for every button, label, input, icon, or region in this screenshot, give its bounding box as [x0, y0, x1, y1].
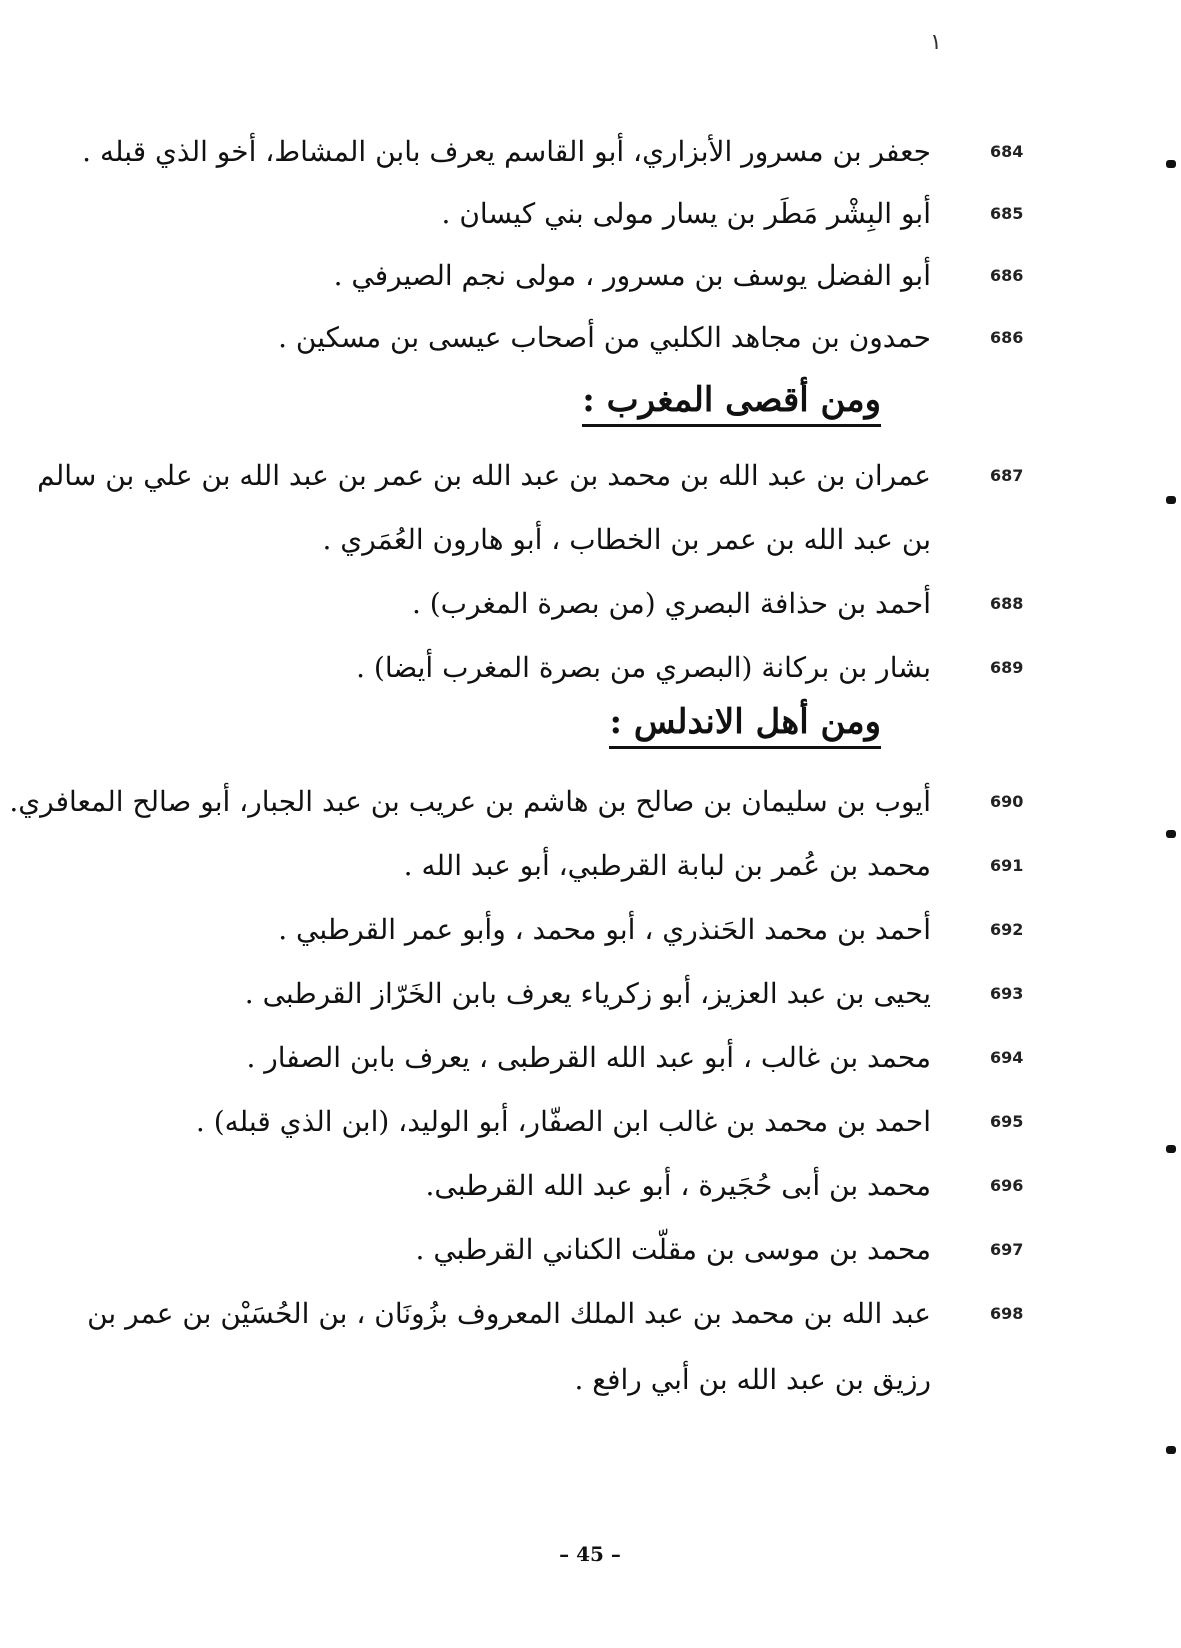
entry-text: أيوب بن سليمان بن صالح بن هاشم بن عريب بن عبد الجبار، أبو صالح المعافري. [9, 785, 931, 818]
section-heading-far-maghreb: ومن أقصى المغرب : [582, 378, 881, 427]
entry-row [0, 778, 1181, 838]
margin-mark [1166, 1145, 1176, 1153]
entry-row [0, 1162, 1181, 1222]
entry-row [0, 1290, 1181, 1350]
entry-text: بشار بن بركانة (البصري من بصرة المغرب أيضا) . [356, 651, 931, 684]
entry-row [0, 580, 1181, 640]
entry-text: حمدون بن مجاهد الكلبي من أصحاب عيسى بن مسكين . [278, 321, 931, 354]
entry-text: محمد بن موسى بن مقلّت الكناني القرطبي . [415, 1233, 931, 1266]
entry-number: 694 [990, 1048, 1024, 1067]
entry-number: 691 [990, 856, 1024, 875]
entry-text: عبد الله بن محمد بن عبد الملك المعروف بزُونَان ، بن الحُسَيْن بن عمر بن [87, 1297, 931, 1330]
entry-number: 686 [990, 266, 1024, 285]
entry-text: أبو البِشْر مَطَر بن يسار مولى بني كيسان . [441, 197, 931, 230]
margin-mark [1166, 1446, 1176, 1454]
entry-row [0, 252, 1181, 312]
corner-mark: ١ [930, 30, 942, 55]
entry-row [0, 644, 1181, 704]
entry-number: 685 [990, 204, 1024, 223]
margin-mark [1166, 830, 1176, 838]
continuation-text: رزيق بن عبد الله بن أبي رافع . [574, 1363, 931, 1396]
entry-number: 690 [990, 792, 1024, 811]
entry-number: 692 [990, 920, 1024, 939]
entry-row [0, 1034, 1181, 1094]
entry-text: محمد بن عُمر بن لبابة القرطبي، أبو عبد الله . [403, 849, 931, 882]
entry-number: 695 [990, 1112, 1024, 1131]
entry-number: 693 [990, 984, 1024, 1003]
page-number: – 45 – [559, 1542, 621, 1566]
entry-row [0, 970, 1181, 1030]
entry-text: عمران بن عبد الله بن محمد بن عبد الله بن عمر بن عبد الله بن علي بن سالم [37, 459, 931, 492]
entry-continuation [0, 1356, 1181, 1416]
entry-text: احمد بن محمد بن غالب ابن الصفّار، أبو الوليد، (ابن الذي قبله) . [195, 1105, 931, 1138]
entry-number: 688 [990, 594, 1024, 613]
continuation-text: بن عبد الله بن عمر بن الخطاب ، أبو هارون العُمَري . [322, 523, 931, 556]
entry-text: يحيى بن عبد العزيز، أبو زكرياء يعرف بابن الخَرّاز القرطبى . [244, 977, 931, 1010]
entry-row [0, 190, 1181, 250]
entry-number: 696 [990, 1176, 1024, 1195]
entry-row [0, 1226, 1181, 1286]
entry-text: محمد بن أبى حُجَيرة ، أبو عبد الله القرطبى. [425, 1169, 931, 1202]
entry-number: 698 [990, 1304, 1024, 1323]
entry-number: 697 [990, 1240, 1024, 1259]
entry-number: 684 [990, 142, 1024, 161]
entry-continuation [0, 516, 1181, 576]
entry-text: أحمد بن محمد الحَنذري ، أبو محمد ، وأبو عمر القرطبي . [278, 913, 931, 946]
margin-mark [1166, 160, 1176, 168]
entry-text: أبو الفضل يوسف بن مسرور ، مولى نجم الصيرفي . [333, 259, 931, 292]
entry-text: جعفر بن مسرور الأبزاري، أبو القاسم يعرف بابن المشاط، أخو الذي قبله . [82, 135, 931, 168]
entry-number: 689 [990, 658, 1024, 677]
entry-row [0, 314, 1181, 374]
section-heading-andalus: ومن أهل الاندلس : [609, 700, 881, 749]
entry-row [0, 1098, 1181, 1158]
entry-text: أحمد بن حذافة البصري (من بصرة المغرب) . [411, 587, 931, 620]
entry-row [0, 128, 1181, 188]
entry-number: 686 [990, 328, 1024, 347]
entry-row [0, 906, 1181, 966]
entry-text: محمد بن غالب ، أبو عبد الله القرطبى ، يعرف بابن الصفار . [246, 1041, 931, 1074]
margin-mark [1166, 496, 1176, 504]
entry-row [0, 842, 1181, 902]
entry-row [0, 452, 1181, 512]
entry-number: 687 [990, 466, 1024, 485]
